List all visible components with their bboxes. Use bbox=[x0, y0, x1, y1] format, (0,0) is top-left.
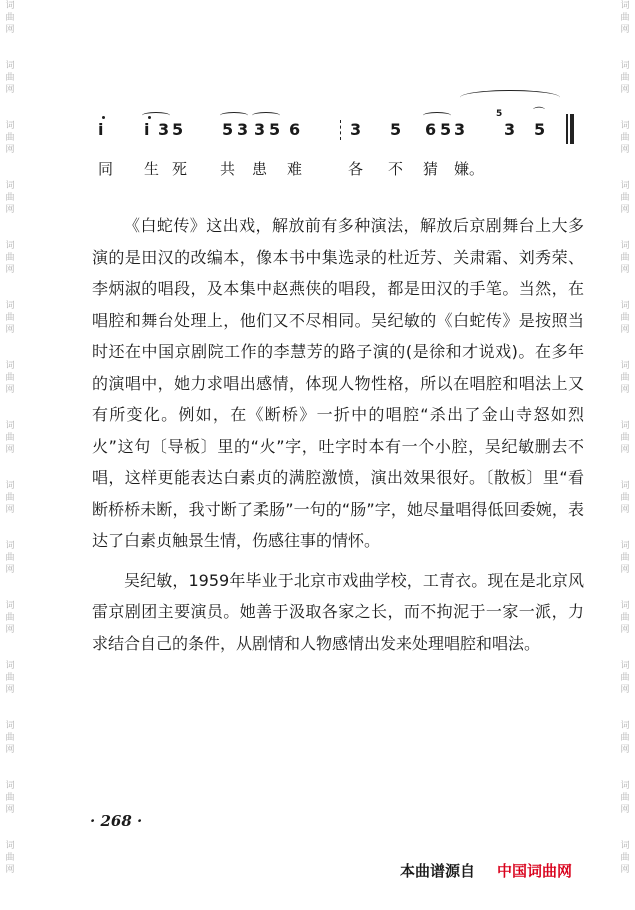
lyric-char: 嫌。 bbox=[454, 160, 485, 178]
score-note: 5 bbox=[269, 120, 282, 139]
watermark-text: 词曲网 bbox=[620, 421, 630, 455]
watermark-text: 词曲网 bbox=[5, 721, 15, 755]
watermark-text: 词曲网 bbox=[5, 301, 15, 335]
watermark-text: 词曲网 bbox=[620, 841, 630, 875]
score-note: 5 bbox=[390, 120, 403, 139]
score-note: 3 bbox=[504, 120, 517, 139]
score-note: 5 bbox=[534, 120, 547, 139]
article-body bbox=[92, 210, 584, 667]
lyric-char: 同 bbox=[98, 160, 114, 178]
score-note: 5 bbox=[440, 120, 453, 139]
score-note: 5 bbox=[172, 120, 185, 139]
music-score bbox=[92, 106, 592, 180]
score-note: 3 bbox=[237, 120, 250, 139]
slur-mark bbox=[220, 112, 248, 119]
phrase-slur bbox=[460, 90, 560, 105]
watermark-text: 词曲网 bbox=[5, 121, 15, 155]
watermark-text: 词曲网 bbox=[620, 541, 630, 575]
watermark-column-right bbox=[617, 0, 633, 910]
lyric-char: 猜 bbox=[423, 160, 439, 178]
slur-mark bbox=[252, 112, 280, 119]
fermata-mark: ⌒ bbox=[533, 106, 546, 120]
watermark-text: 词曲网 bbox=[5, 601, 15, 635]
watermark-text: 词曲网 bbox=[620, 241, 630, 275]
lyric-char: 难 bbox=[287, 160, 303, 178]
lyric-char: 各 bbox=[348, 160, 364, 178]
watermark-text: 词曲网 bbox=[620, 301, 630, 335]
score-note: 3 bbox=[350, 120, 363, 139]
score-note: 6 bbox=[289, 120, 302, 139]
slur-mark bbox=[423, 112, 451, 119]
octave-dot bbox=[102, 116, 105, 119]
watermark-text: 词曲网 bbox=[620, 181, 630, 215]
watermark-text: 词曲网 bbox=[620, 781, 630, 815]
watermark-text: 词曲网 bbox=[620, 721, 630, 755]
final-barline-thin bbox=[566, 114, 568, 144]
lyric-char: 患 bbox=[252, 160, 268, 178]
paragraph: 《白蛇传》这出戏，解放前有多种演法，解放后京剧舞台上大多演的是田汉的改编本，像本书中集选录的杜近芳、关肃霜、刘秀荣、李炳淑的唱段，及本集中赵燕侠的唱段，都是田汉的手笔。当然，在唱腔和舞台处理上，他们又不尽相同。吴纪敏的《白蛇传》是按照当时还在中国京剧院工作的李慧芳的路子演的(是徐和才说戏)。在多年的演唱中，她力求唱出感情，体现人物性格，所以在唱腔和唱法上又有所变化。例如，在《断桥》一折中的唱腔“杀出了金山寺怒如烈火”这句〔导板〕里的“火”字，吐字时本有一个小腔，吴纪敏删去不唱，这样更能表达白素贞的满腔激愤，演出效果很好。〔散板〕里“看断桥桥未断，我寸断了柔肠”一句的“肠”字，她尽量唱得低回委婉，表达了白素贞触景生情，伤感往事的情怀。 bbox=[92, 216, 584, 550]
watermark-text: 词曲网 bbox=[5, 361, 15, 395]
site-name-link[interactable]: 中国词曲网 bbox=[497, 862, 573, 880]
watermark-text: 词曲网 bbox=[5, 1, 15, 35]
watermark-text: 词曲网 bbox=[5, 61, 15, 95]
watermark-text: 词曲网 bbox=[620, 481, 630, 515]
watermark-column-left bbox=[2, 0, 18, 910]
paragraph: 吴纪敏，1959年毕业于北京市戏曲学校，工青衣。现在是北京风雷京剧团主要演员。她善于汲取各家之长，而不拘泥于一家一派，力求结合自己的条件，从剧情和人物感情出发来处理唱腔和唱法。 bbox=[92, 570, 584, 653]
barline-dashed bbox=[340, 120, 343, 140]
score-note: 3 bbox=[254, 120, 267, 139]
watermark-text: 词曲网 bbox=[5, 421, 15, 455]
watermark-text: 词曲网 bbox=[620, 121, 630, 155]
watermark-text: 词曲网 bbox=[5, 241, 15, 275]
watermark-text: 词曲网 bbox=[5, 481, 15, 515]
lyric-char: 共 bbox=[220, 160, 236, 178]
watermark-text: 词曲网 bbox=[620, 361, 630, 395]
watermark-text: 词曲网 bbox=[620, 1, 630, 35]
watermark-text: 词曲网 bbox=[5, 661, 15, 695]
lyric-char: 不 bbox=[388, 160, 404, 178]
score-note: i bbox=[144, 120, 151, 139]
watermark-text: 词曲网 bbox=[5, 541, 15, 575]
watermark-text: 词曲网 bbox=[620, 661, 630, 695]
watermark-text: 词曲网 bbox=[5, 841, 15, 875]
lyric-char: 死 bbox=[172, 160, 188, 178]
score-note: 3 bbox=[454, 120, 467, 139]
watermark-text: 词曲网 bbox=[620, 601, 630, 635]
watermark-text: 词曲网 bbox=[5, 181, 15, 215]
slur-mark bbox=[142, 112, 170, 119]
page-number: · 268 · bbox=[90, 812, 143, 830]
source-credit bbox=[400, 860, 572, 881]
final-barline-thick bbox=[570, 114, 574, 144]
score-note: 6 bbox=[425, 120, 438, 139]
score-note: 5 bbox=[222, 120, 235, 139]
source-label: 本曲谱源自 bbox=[400, 862, 476, 880]
score-note: 3 bbox=[158, 120, 171, 139]
watermark-text: 词曲网 bbox=[620, 61, 630, 95]
grace-note: 5 bbox=[496, 109, 503, 119]
score-note: i bbox=[98, 120, 105, 139]
watermark-text: 词曲网 bbox=[5, 781, 15, 815]
lyric-char: 生 bbox=[144, 160, 160, 178]
